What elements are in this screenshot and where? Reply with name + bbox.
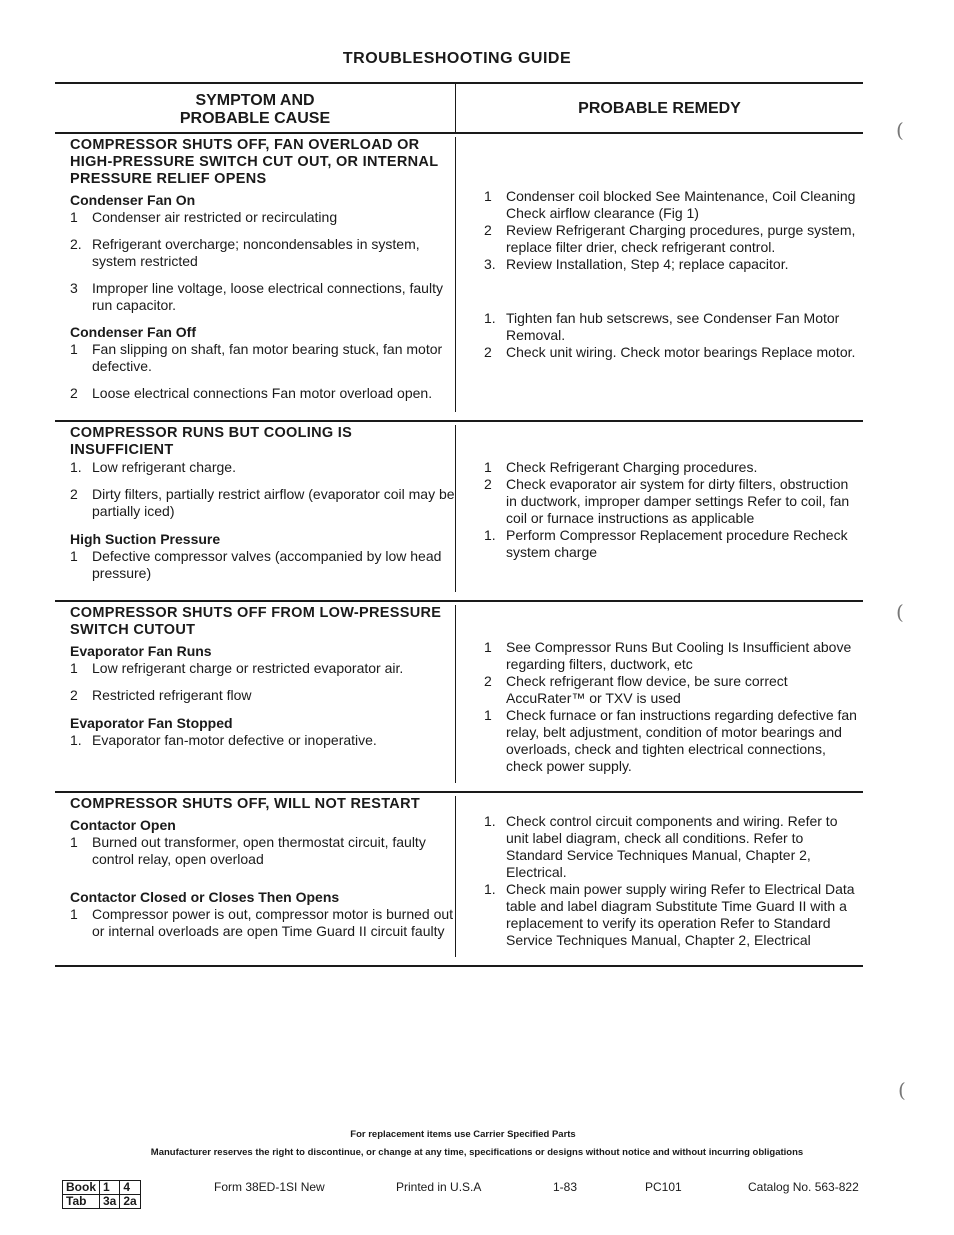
cause-text: Low refrigerant charge or restricted evaporator air.: [92, 660, 404, 676]
remedy-column: [456, 605, 863, 783]
cause-text: Condenser air restricted or recirculating: [92, 209, 338, 225]
remedy-text: Check furnace or fan instructions regarding defective fan relay, belt adjustment, condition of motor bearings and overloads, check and tighten electrical connections, check power supply.: [506, 707, 857, 774]
remedy-block: [484, 527, 863, 578]
remedy-title-spacer: [484, 137, 863, 188]
section-row: [55, 422, 863, 600]
margin-punch-mark: (: [898, 1078, 906, 1102]
section-row: [55, 134, 863, 420]
remedy-text: Check unit wiring. Check motor bearings Replace motor.: [506, 344, 856, 360]
remedy-text: Review Refrigerant Charging procedures, purge system, replace filter drier, check refrigerant control.: [506, 222, 856, 255]
cause-text: Loose electrical connections Fan motor overload open.: [92, 385, 433, 401]
remedy-block: [484, 707, 863, 775]
printed-in: Printed in U.S.A: [396, 1180, 482, 1194]
subsection-title: Contactor Open: [70, 817, 176, 833]
cause-block: [70, 531, 455, 582]
remedy-item: [484, 459, 863, 476]
remedy-item: [484, 188, 863, 222]
sections-container: [55, 134, 863, 967]
cause-number: 1: [70, 660, 78, 676]
remedy-number: 1.: [484, 310, 496, 326]
cause-number: 2: [70, 486, 78, 502]
remedy-title-spacer: [484, 796, 863, 813]
cause-item: [70, 236, 455, 270]
remedy-item: [484, 707, 863, 775]
remedy-item: [484, 476, 863, 527]
cause-item: [70, 906, 455, 940]
remedy-text: Perform Compressor Replacement procedure Recheck system charge: [506, 527, 848, 560]
cause-item: [70, 459, 455, 476]
cause-number: 2: [70, 385, 78, 401]
remedy-block: [484, 188, 863, 310]
footer-disclaimer: Manufacturer reserves the right to discontinue, or change at any time, specifications or designs without notice and without incurring obligations: [150, 1147, 804, 1158]
cause-item: [70, 687, 455, 704]
remedy-text: Check main power supply wiring Refer to Electrical Data table and label diagram Substitute Time Guard II with a replacement to verify its operation Refer to Standard Service Techniques Manual, Chapter 2, Electrical: [506, 881, 855, 948]
footer-parts-note: For replacement items use Carrier Specified Parts: [350, 1129, 576, 1140]
subsection-title: Evaporator Fan Runs: [70, 643, 212, 659]
cause-number: 1: [70, 209, 78, 225]
section-title: COMPRESSOR SHUTS OFF FROM LOW-PRESSURE SWITCH CUTOUT: [70, 605, 442, 638]
remedy-number: 2: [484, 673, 492, 689]
subsection-title: Condenser Fan Off: [70, 324, 197, 340]
symptom-column: [55, 796, 455, 957]
remedy-number: 2: [484, 344, 492, 360]
cause-block: [70, 324, 455, 402]
catalog-number: Catalog No. 563-822: [748, 1180, 859, 1194]
remedy-number: 1.: [484, 813, 496, 829]
remedy-column: [456, 796, 863, 957]
cause-item: [70, 660, 455, 677]
cause-number: 1.: [70, 459, 82, 475]
cause-text: Dirty filters, partially restrict airflow (evaporator coil may be partially iced): [92, 486, 455, 519]
cause-text: Restricted refrigerant flow: [92, 687, 252, 703]
cause-number: 1: [70, 548, 78, 564]
cause-text: Improper line voltage, loose electrical connections, faulty run capacitor.: [92, 280, 443, 313]
section-title: COMPRESSOR SHUTS OFF, FAN OVERLOAD OR HIGH-PRESSURE SWITCH CUT OUT, OR INTERNAL PRESSURE RELIEF OPENS: [70, 137, 439, 187]
book-tab-box: [62, 1180, 141, 1209]
cause-text: Refrigerant overcharge; noncondensables in system, system restricted: [92, 236, 420, 269]
tab-number-1: 3a: [100, 1195, 120, 1209]
cause-number: 1: [70, 341, 78, 357]
troubleshooting-table: [55, 82, 863, 967]
remedy-title-spacer: [484, 425, 863, 459]
book-number-1: 1: [100, 1181, 120, 1195]
remedy-block: [484, 459, 863, 527]
cause-item: [70, 548, 455, 582]
remedy-number: 2: [484, 222, 492, 238]
remedy-number: 1: [484, 188, 492, 204]
section-rule: [55, 965, 863, 967]
remedy-text: Check refrigerant flow device, be sure correct AccuRater™ or TXV is used: [506, 673, 788, 706]
remedy-number: 1: [484, 459, 492, 475]
cause-number: 2.: [70, 236, 82, 252]
remedy-text: Check evaporator air system for dirty filters, obstruction in ductwork, improper damper settings Refer to coil, fan coil or furnace instructions as applicable: [506, 476, 850, 526]
symptom-column: [55, 605, 455, 783]
cause-block: [70, 192, 455, 314]
section-row: [55, 602, 863, 791]
remedy-block: [484, 639, 863, 707]
section-title: COMPRESSOR RUNS BUT COOLING IS INSUFFICIENT: [70, 425, 353, 458]
cause-text: Evaporator fan-motor defective or inoperative.: [92, 732, 377, 748]
remedy-column: [456, 137, 863, 412]
remedy-title-spacer: [484, 605, 863, 639]
cause-item: [70, 385, 455, 402]
cause-text: Defective compressor valves (accompanied by low head pressure): [92, 548, 442, 581]
cause-item: [70, 486, 455, 520]
margin-punch-mark: (: [896, 118, 904, 142]
cause-block: [70, 459, 455, 527]
remedy-item: [484, 222, 863, 256]
book-label: Book: [63, 1181, 100, 1195]
remedy-block: [484, 310, 863, 388]
remedy-item: [484, 310, 863, 344]
table-header-row: [55, 84, 863, 132]
margin-punch-mark: (: [896, 600, 904, 624]
pc-code: PC101: [645, 1180, 682, 1194]
remedy-number: 1.: [484, 527, 496, 543]
header-symptom: SYMPTOM AND PROBABLE CAUSE: [179, 92, 331, 127]
tab-number-2: 2a: [120, 1195, 140, 1209]
cause-number: 1: [70, 834, 78, 850]
tab-label: Tab: [63, 1195, 100, 1209]
remedy-item: [484, 639, 863, 673]
form-number: Form 38ED-1SI New: [214, 1180, 325, 1194]
cause-block: [70, 715, 455, 783]
remedy-number: 1: [484, 639, 492, 655]
symptom-column: [55, 137, 455, 412]
remedy-text: See Compressor Runs But Cooling Is Insufficient above regarding filters, ductwork, etc: [506, 639, 852, 672]
remedy-number: 1.: [484, 881, 496, 897]
remedy-number: 1: [484, 707, 492, 723]
remedy-text: Check control circuit components and wiring. Refer to unit label diagram, check all conditions. Refer to Standard Service Techniques Manual, Chapter 2, Electrical.: [506, 813, 838, 880]
remedy-text: Condenser coil blocked See Maintenance, Coil Cleaning Check airflow clearance (Fig 1): [506, 188, 856, 221]
cause-block: [70, 643, 455, 711]
cause-item: [70, 834, 455, 868]
cause-item: [70, 732, 455, 749]
subsection-title: Contactor Closed or Closes Then Opens: [70, 889, 340, 905]
remedy-item: [484, 673, 863, 707]
cause-number: 2: [70, 687, 78, 703]
cause-text: Fan slipping on shaft, fan motor bearing stuck, fan motor defective.: [92, 341, 443, 374]
remedy-number: 2: [484, 476, 492, 492]
subsection-title: Evaporator Fan Stopped: [70, 715, 233, 731]
page-title: TROUBLESHOOTING GUIDE: [342, 50, 572, 67]
section-title: COMPRESSOR SHUTS OFF, WILL NOT RESTART: [70, 796, 421, 812]
remedy-text: Check Refrigerant Charging procedures.: [506, 459, 758, 475]
cause-text: Compressor power is out, compressor motor is burned out or internal overloads are open Time Guard II circuit faulty: [92, 906, 454, 939]
cause-item: [70, 209, 455, 226]
book-number-2: 4: [120, 1181, 140, 1195]
header-remedy: PROBABLE REMEDY: [578, 100, 741, 117]
subsection-title: Condenser Fan On: [70, 192, 196, 208]
remedy-column: [456, 425, 863, 592]
section-row: [55, 793, 863, 965]
symptom-column: [55, 425, 455, 592]
cause-number: 1: [70, 906, 78, 922]
remedy-number: 3.: [484, 256, 496, 272]
cause-block: [70, 889, 455, 957]
print-date: 1-83: [553, 1180, 578, 1194]
remedy-block: [484, 881, 863, 949]
remedy-text: Review Installation, Step 4; replace capacitor.: [506, 256, 789, 272]
cause-item: [70, 280, 455, 314]
subsection-title: High Suction Pressure: [70, 531, 221, 547]
remedy-item: [484, 256, 863, 273]
cause-item: [70, 341, 455, 375]
cause-number: 3: [70, 280, 78, 296]
remedy-item: [484, 527, 863, 561]
cause-text: Burned out transformer, open thermostat circuit, faulty control relay, open overload: [92, 834, 426, 867]
cause-text: Low refrigerant charge.: [92, 459, 236, 475]
remedy-block: [484, 813, 863, 881]
remedy-item: [484, 813, 863, 881]
cause-number: 1.: [70, 732, 82, 748]
remedy-item: [484, 344, 863, 361]
remedy-item: [484, 881, 863, 949]
remedy-text: Tighten fan hub setscrews, see Condenser Fan Motor Removal.: [506, 310, 840, 343]
cause-block: [70, 817, 455, 885]
